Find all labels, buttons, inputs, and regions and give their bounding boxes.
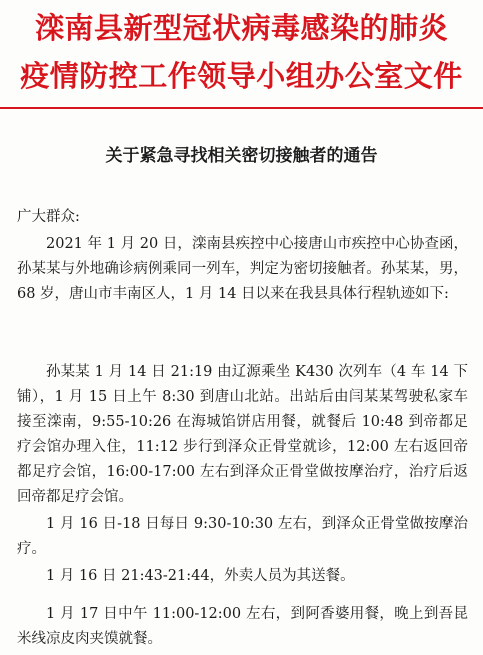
notice-title: 关于紧急寻找相关密切接触者的通告: [105, 146, 378, 166]
paragraph-3: 1 月 16 日-18 日每日 9:30-10:30 左右，到泽众正骨堂做按摩治疗。: [17, 516, 468, 557]
paragraph-4: 1 月 16 日 21:43-21:44，外卖人员为其送餐。: [46, 568, 355, 584]
header-divider: [0, 107, 483, 109]
salutation: 广大群众:: [17, 209, 80, 225]
document-header-line-1: 滦南县新型冠状病毒感染的肺炎: [34, 11, 448, 45]
paragraph-5: 1 月 17 日中午 11:00-12:00 左右，到阿香婆用餐，晚上到吾昆米线凉皮肉夹馍就餐。: [17, 606, 468, 647]
paragraph-1: 2021 年 1 月 20 日，滦南县疾控中心接唐山市疾控中心协查函，孙某某与外地确诊病例乘同一列车，判定为密切接触者。孙某某，男，68 岁，唐山市丰南区人，1 月 14 日以来在我县具体行程轨迹如下:: [17, 236, 468, 302]
document-header-line-2: 疫情防控工作领导小组办公室文件: [20, 59, 463, 93]
paragraph-2: 孙某某 1 月 14 日 21:19 由辽源乘坐 K430 次列车（4 车 14 下铺），1 月 15 日上午 8:30 到唐山北站。出站后由闫某某驾驶私家车接至滦南，9:55-10:26 在海城馅饼店用餐，就餐后 10:48 到帝都足疗会馆办理入住，11:12 步行到泽众正骨堂就诊，12:00 左右返回帝都足疗会馆，16:00-17:00 左右到泽众正骨堂做按摩治疗，治疗后返回帝都足疗会馆。: [17, 364, 468, 505]
